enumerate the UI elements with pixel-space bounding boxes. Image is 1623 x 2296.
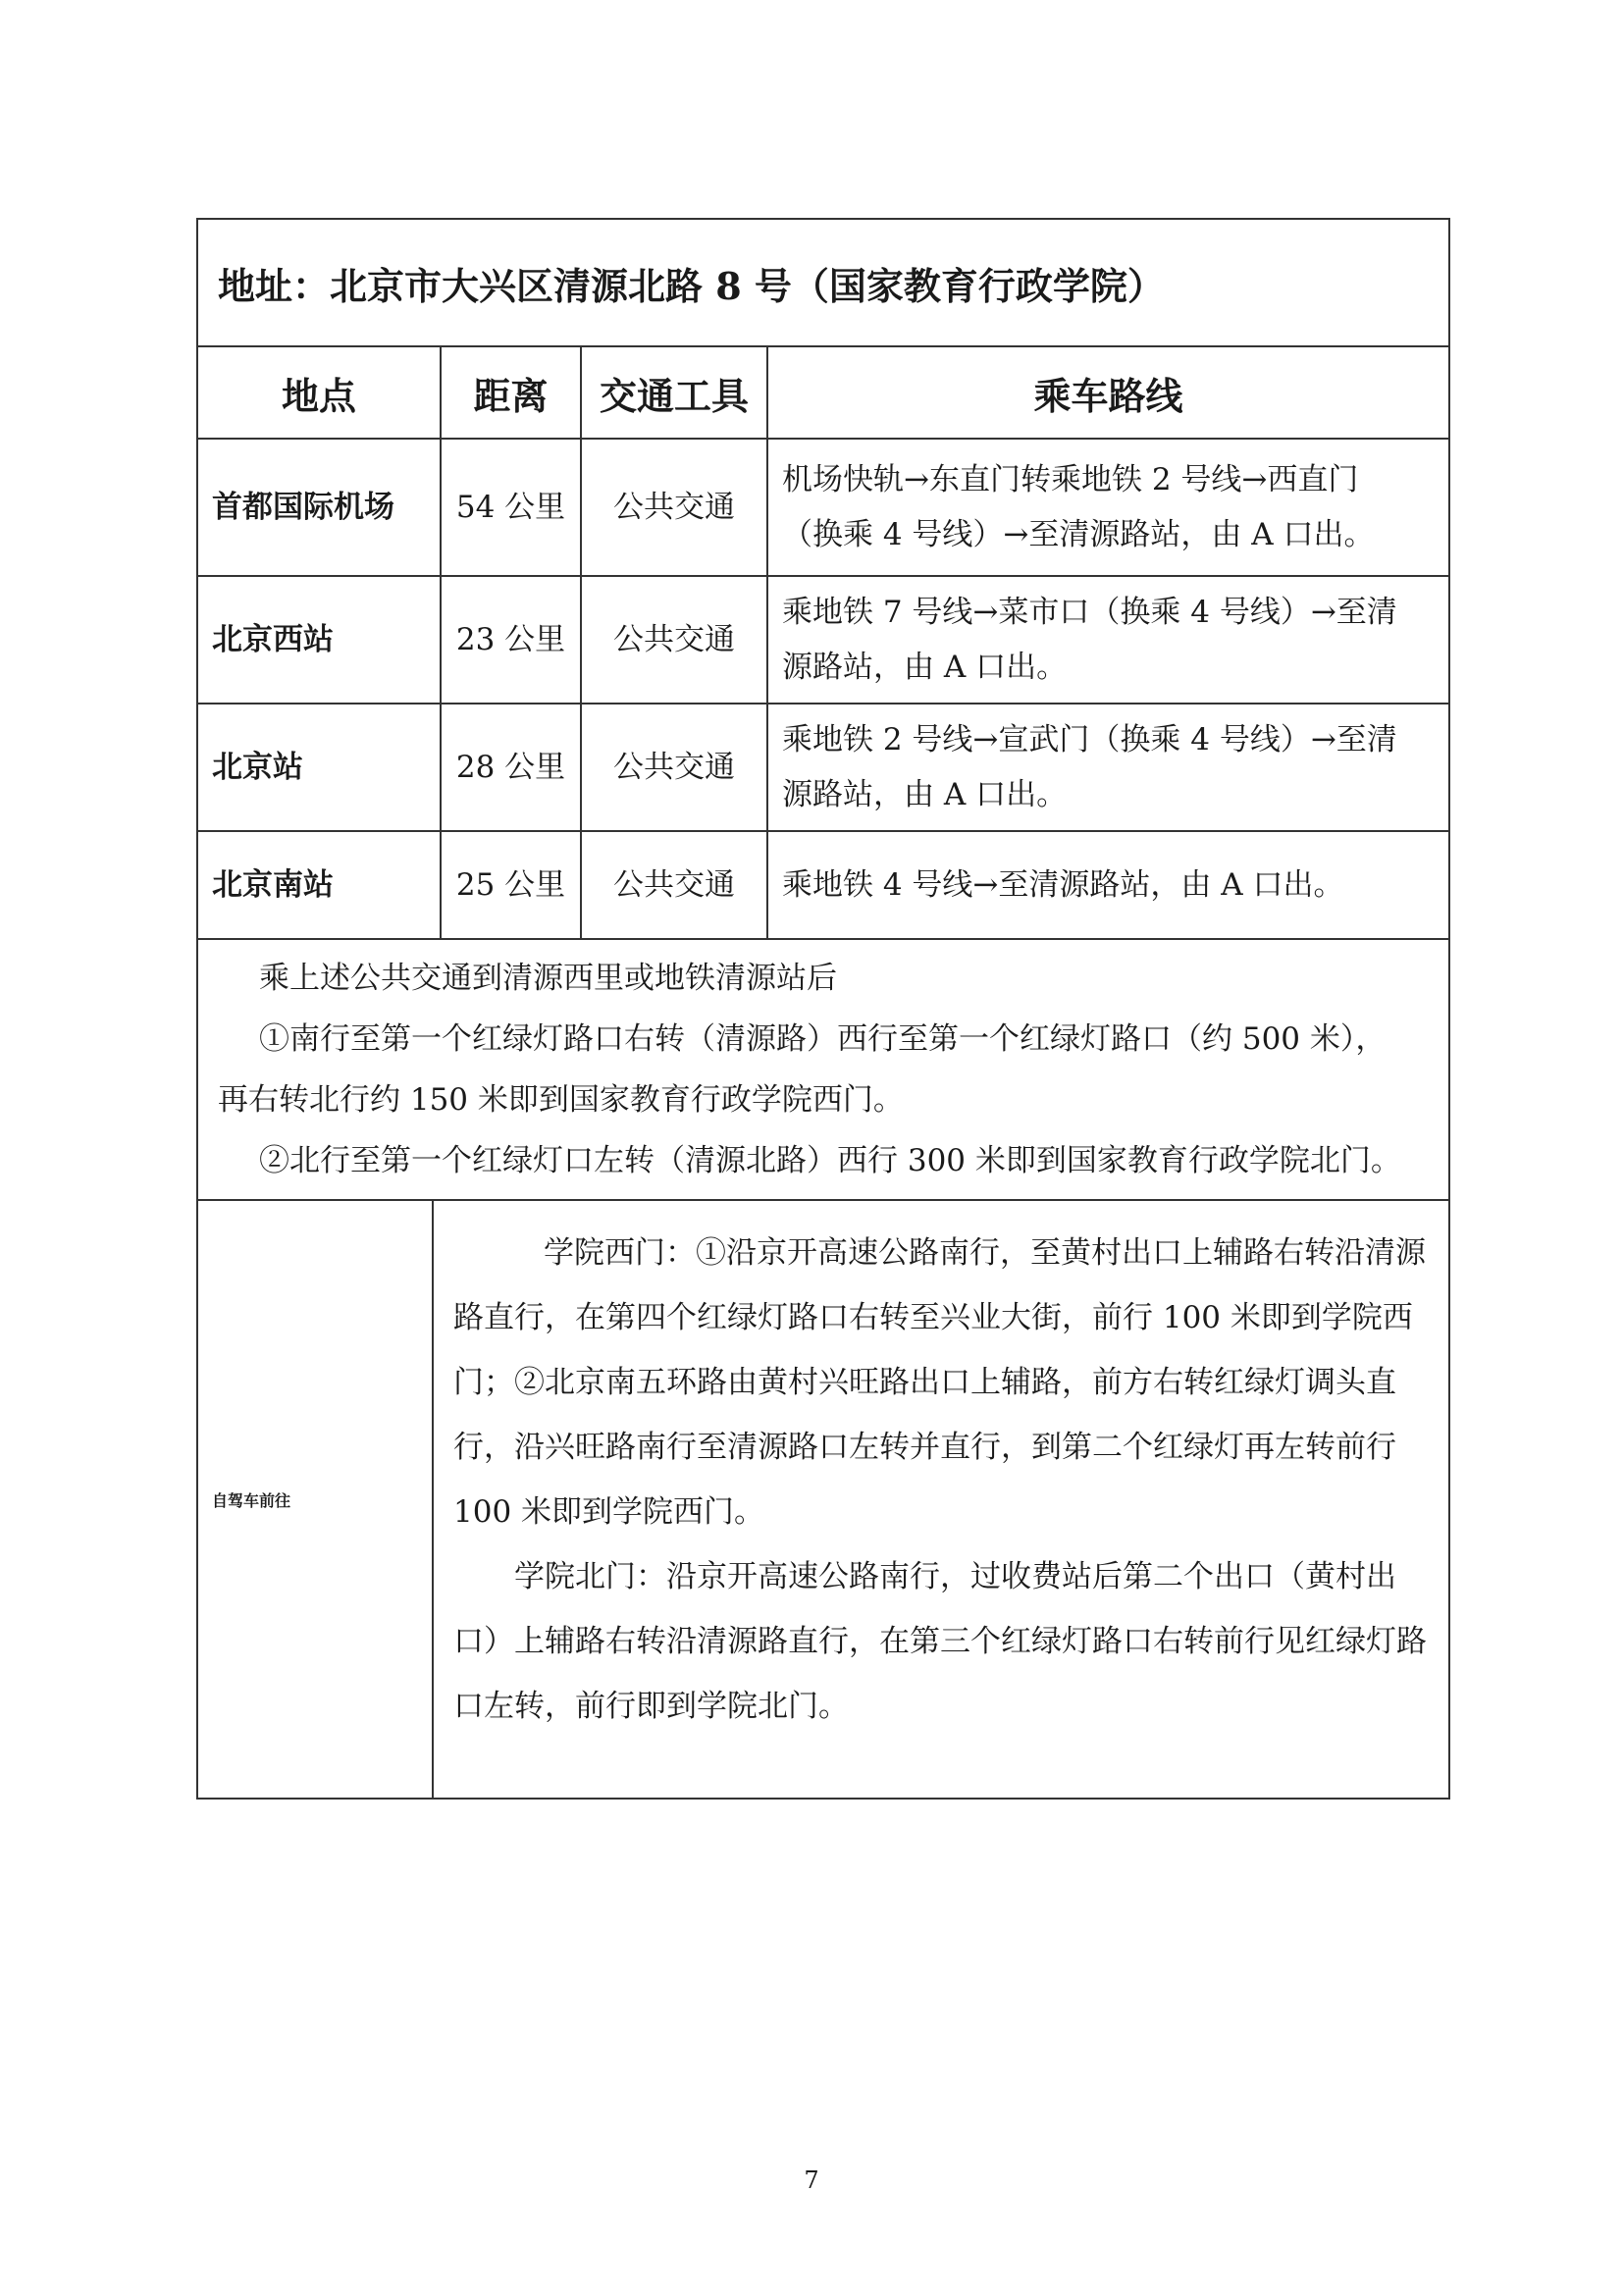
drive-row [198, 1201, 1448, 1798]
table-row [198, 832, 1448, 940]
north-gate-directions: 学院北门：沿京开高速公路南行，过收费站后第二个出口（黄村出口）上辅路右转沿清源路直行，在第三个红绿灯路口右转前行见红绿灯路口左转，前行即到学院北门。 [453, 1559, 1427, 1724]
note-intro: 乘上述公共交通到清源西里或地铁清源站后 [259, 961, 837, 996]
drive-label: 自驾车前往 [198, 1201, 434, 1798]
header-row [198, 347, 1448, 440]
table-row [198, 704, 1448, 832]
route-cell [768, 704, 1448, 830]
route-line: 机场快轨→东直门转乘地铁 2 号线→西直门 [782, 462, 1359, 497]
place-cell: 首都国际机场 [198, 440, 442, 575]
page-number: 7 [804, 2166, 819, 2194]
drive-directions [434, 1201, 1448, 1798]
route-line: 源路站，由 A 口出。 [782, 777, 1068, 812]
table-row [198, 440, 1448, 577]
transport-cell: 公共交通 [582, 440, 768, 575]
table-row [198, 577, 1448, 704]
transport-cell: 公共交通 [582, 832, 768, 938]
place-cell: 北京南站 [198, 832, 442, 938]
distance-cell: 25 公里 [442, 832, 582, 938]
header-transport: 交通工具 [582, 347, 768, 438]
route-line: 乘地铁 7 号线→菜市口（换乘 4 号线）→至清 [782, 595, 1397, 630]
transport-cell: 公共交通 [582, 577, 768, 703]
header-distance: 距离 [442, 347, 582, 438]
distance-cell: 54 公里 [442, 440, 582, 575]
note-route-1-cont: 再右转北行约 150 米即到国家教育行政学院西门。 [218, 1082, 904, 1118]
distance-cell: 23 公里 [442, 577, 582, 703]
transit-note [198, 940, 1448, 1201]
route-cell [768, 577, 1448, 703]
west-gate-directions: 学院西门：①沿京开高速公路南行，至黄村出口上辅路右转沿清源路直行，在第四个红绿灯路口右转至兴业大街，前行 100 米即到学院西门；②北京南五环路由黄村兴旺路出口上辅路，前方右转红绿灯调头直行，沿兴旺路南行至清源路口左转并直行，到第二个红绿灯再左转前行 100 米即到学院西门。 [453, 1235, 1426, 1530]
note-route-2: ②北行至第一个红绿灯口左转（清源北路）西行 300 米即到国家教育行政学院北门。 [259, 1143, 1401, 1178]
place-cell: 北京站 [198, 704, 442, 830]
header-route: 乘车路线 [1033, 373, 1183, 418]
transport-cell: 公共交通 [582, 704, 768, 830]
route-line: 源路站，由 A 口出。 [782, 650, 1068, 685]
directions-table [196, 218, 1450, 1800]
route-line: 乘地铁 4 号线→至清源路站，由 A 口出。 [782, 867, 1344, 903]
route-cell [768, 832, 1448, 938]
address-row [198, 220, 1448, 347]
note-route-1: ①南行至第一个红绿灯路口右转（清源路）西行至第一个红绿灯路口（约 500 米）， [259, 1021, 1387, 1057]
route-cell [768, 440, 1448, 575]
address-text: 地址：北京市大兴区清源北路 8 号（国家教育行政学院） [218, 263, 1165, 308]
header-place: 地点 [198, 347, 442, 438]
distance-cell: 28 公里 [442, 704, 582, 830]
route-line: 乘地铁 2 号线→宣武门（换乘 4 号线）→至清 [782, 722, 1397, 757]
place-cell: 北京西站 [198, 577, 442, 703]
route-line: （换乘 4 号线）→至清源路站，由 A 口出。 [782, 517, 1375, 552]
